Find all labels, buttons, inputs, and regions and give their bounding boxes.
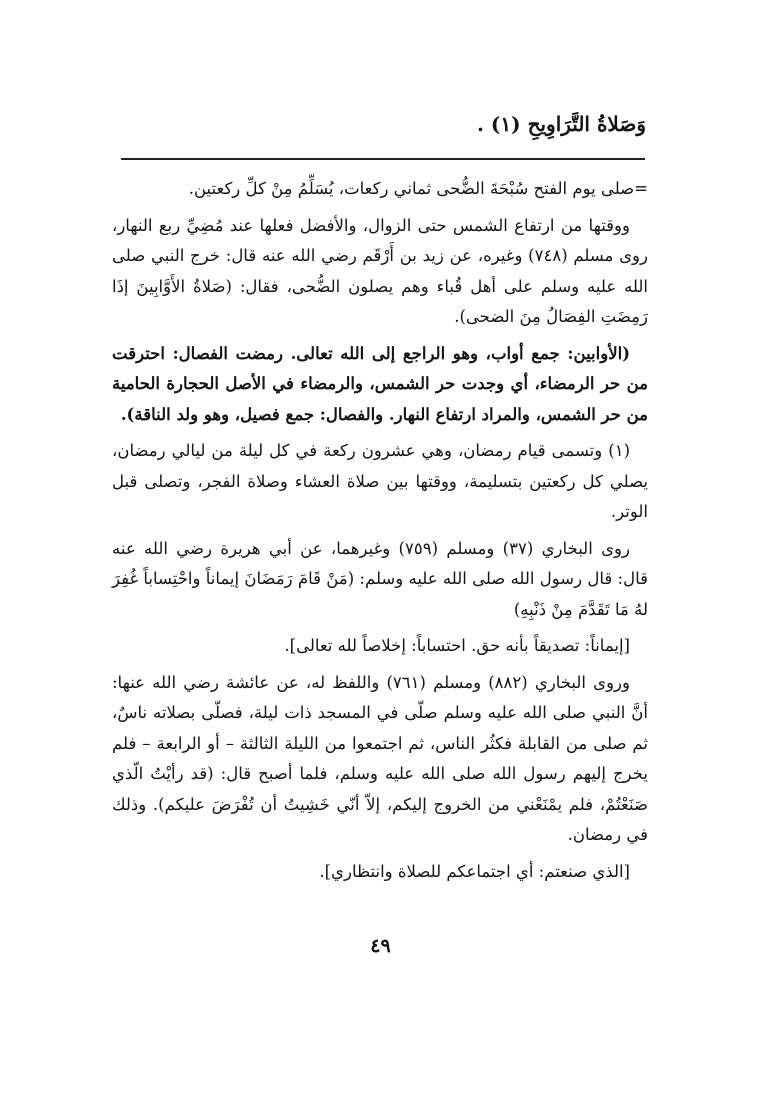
section-heading: وَصَلاةُ التَّرَاوِيحِ (١) .	[477, 112, 646, 136]
footnote-divider	[121, 158, 645, 160]
paragraph-glossary-sanatum: [الذي صنعتم: أي اجتماعكم للصلاة وانتظاري].	[319, 861, 630, 881]
page-number: ٤٩	[370, 935, 391, 957]
paragraph-glossary-iman: [إيماناً: تصديقاً بأنه حق. احتساباً: إخلاصاً لله تعالى].	[284, 636, 630, 655]
page-body	[112, 174, 648, 893]
footnote-taraweeh: (١) وتسمى قيام رمضان، وهي عشرون ركعة في كل ليلة من ليالي رمضان، يصلي كل ركعتين بتسليمة، ووقتها بين صلاة العشاء وصلاة الفجر، وتصلى قبل الوتر.	[112, 441, 648, 521]
paragraph-hadith-aisha: وروى البخاري (٨٨٢) ومسلم (٧٦١) واللفظ له، عن عائشة رضي الله عنها: أنَّ النبي صلى الله عليه وسلم صلّى في المسجد ذات ليلة، فصلّى بصلاته ناسٌ، ثم صلى من القابلة فكثُر الناس، ثم اجتمعوا من الليلة الثالثة – أو الرابعة – فلم يخرج إليهم رسول الله صلى الله عليه وسلم، فلما أصبح قال: (قد رأيْتُ الّذي صَنَعْتُمْ، فلم يمْنَعْني من الخروج إليكم، إلاّ أنّي خَشِيتُ أن تُفْرَضَ عليكم). وذلك في رمضان.	[112, 672, 648, 844]
paragraph-hadith-abu-hurairah: روى البخاري (٣٧) ومسلم (٧٥٩) وغيرهما، عن أبي هريرة رضي الله عنه قال: قال رسول الله صلى الله عليه وسلم: (مَنْ قَامَ رَمَضَانَ إيماناً واحْتِساباً غُفِرَ لهُ مَا تَقَدَّمَ مِنْ ذَنْبِهِ)	[112, 538, 648, 619]
footnote-continuation: =صلى يوم الفتح سُبْحَةَ الضُّحى ثماني ركعات، يُسَلِّمُ مِنْ كلِّ ركعتين.	[188, 179, 648, 198]
paragraph-glossary: (الأوابين: جمع أواب، وهو الراجع إلى الله تعالى. رمضت الفصال: احترقت من حر الرمضاء، أي وجدت حر الشمس، والرمضاء في الأصل الحجارة الحامية من حر الشمس، والمراد ارتفاع النهار. والفصال: جمع فصيل، وهو ولد الناقة).	[112, 343, 648, 424]
paragraph-duha-time: ووقتها من ارتفاع الشمس حتى الزوال، والأفضل فعلها عند مُضِيِّ ربع النهار، روى مسلم (٧٤٨) وغيره، عن زيد بن أَرْقَم رضي الله عنه قال: خرج النبي صلى الله عليه وسلم على أهل قُباء وهم يصلون الضُّحى، فقال: (صَلاةُ الأَوَّابِينَ إذَا رَمِضَتِ الفِصَالُ مِنَ الضحى).	[112, 215, 648, 326]
